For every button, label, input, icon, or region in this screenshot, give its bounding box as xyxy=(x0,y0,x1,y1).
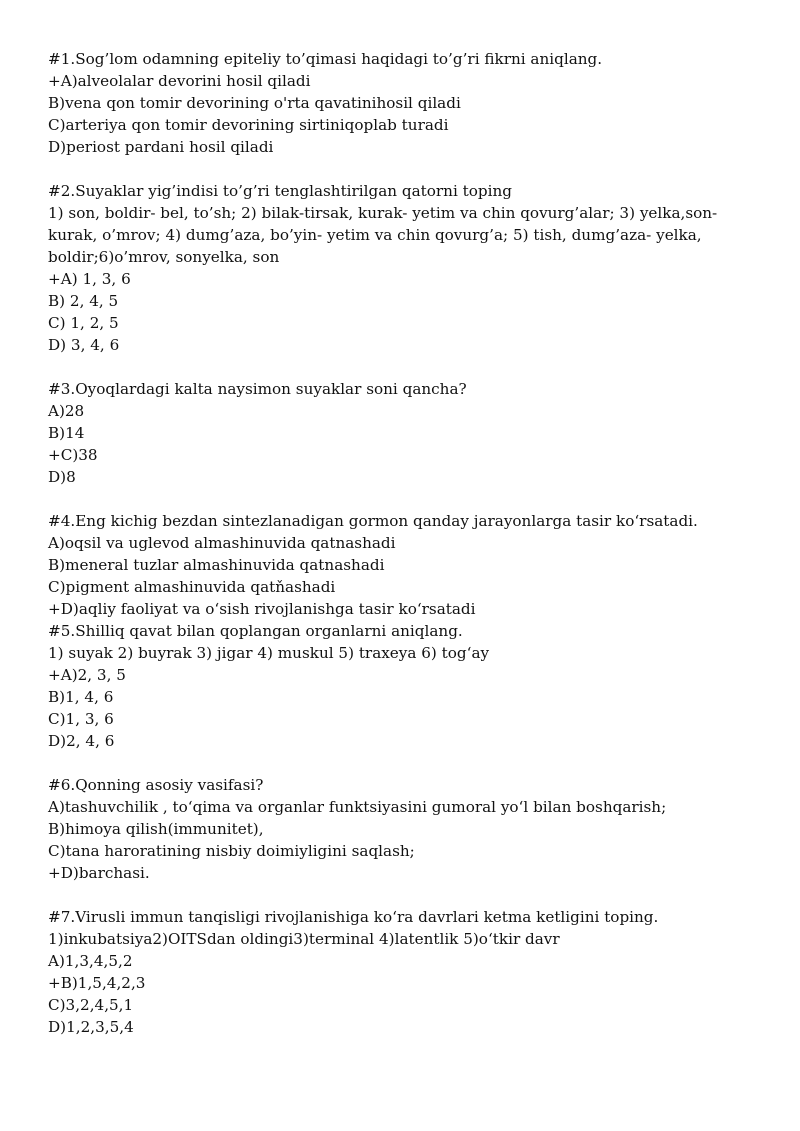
answer-option: B)himoya qilish(immunitet), xyxy=(48,820,264,838)
answer-option: B)meneral tuzlar almashinuvida qatnashadi xyxy=(48,556,385,574)
answer-option: D)1,2,3,5,4 xyxy=(48,1018,134,1036)
question-title: #1.Sog’lom odamning epiteliy to’qimasi haqidagi to’g’ri fikrni aniqlang. xyxy=(48,50,603,68)
answer-option: B)14 xyxy=(48,424,85,442)
answer-option: C)pigment almashinuvida qatňashadi xyxy=(48,578,336,596)
question-body-line: 1) suyak 2) buyrak 3) jigar 4) muskul 5) traxeya 6) tog‘ay xyxy=(48,644,490,662)
answer-option: D)8 xyxy=(48,468,76,486)
question-2 xyxy=(48,180,760,356)
question-title: #7.Virusli immun tanqisligi rivojlanishiga ko‘ra davrlari ketma ketligini toping. xyxy=(48,908,659,926)
answer-option: +A) 1, 3, 6 xyxy=(48,270,131,288)
answer-option: D)2, 4, 6 xyxy=(48,732,115,750)
answer-option: C)1, 3, 6 xyxy=(48,710,114,728)
answer-option: +C)38 xyxy=(48,446,98,464)
question-body-line: 1)inkubatsiya2)OITSdan oldingi3)terminal 4)latentlik 5)o‘tkir davr xyxy=(48,930,560,948)
question-title: #5.Shilliq qavat bilan qoplangan organlarni aniqlang. xyxy=(48,622,463,640)
question-4 xyxy=(48,510,760,620)
answer-option: +B)1,5,4,2,3 xyxy=(48,974,146,992)
answer-option: A)28 xyxy=(48,402,85,420)
answer-option: C)arteriya qon tomir devorining sirtiniqoplab turadi xyxy=(48,116,449,134)
question-title: #6.Qonning asosiy vasifasi? xyxy=(48,776,264,794)
spacer xyxy=(48,158,760,180)
question-5 xyxy=(48,620,760,752)
answer-option: +D)aqliy faoliyat va o‘sish rivojlanishga tasir ko‘rsatadi xyxy=(48,600,476,618)
answer-option: A)tashuvchilik , to‘qima va organlar funktsiyasini gumoral yo‘l bilan boshqarish; xyxy=(48,798,667,816)
answer-option: C)3,2,4,5,1 xyxy=(48,996,134,1014)
question-6 xyxy=(48,774,760,884)
answer-option: C) 1, 2, 5 xyxy=(48,314,119,332)
question-body-line: boldir;6)o’mrov, sonyelka, son xyxy=(48,248,280,266)
answer-option: +A)alveolalar devorini hosil qiladi xyxy=(48,72,311,90)
spacer xyxy=(48,752,760,774)
question-body-line: 1) son, boldir- bel, to’sh; 2) bilak-tirsak, kurak- yetim va chin qovurg’alar; 3) yelka,son- xyxy=(48,204,718,222)
spacer xyxy=(48,884,760,906)
question-title: #4.Eng kichig bezdan sintezlanadigan gormon qanday jarayonlarga tasir ko‘rsatadi. xyxy=(48,512,698,530)
question-title: #2.Suyaklar yig’indisi to’g’ri tenglashtirilgan qatorni toping xyxy=(48,182,512,200)
answer-option: A)oqsil va uglevod almashinuvida qatnashadi xyxy=(48,534,396,552)
answer-option: D) 3, 4, 6 xyxy=(48,336,120,354)
answer-option: +D)barchasi. xyxy=(48,864,150,882)
answer-option: B)1, 4, 6 xyxy=(48,688,114,706)
question-body-line: kurak, o’mrov; 4) dumg’aza, bo’yin- yetim va chin qovurg’a; 5) tish, dumg’aza- yelka, xyxy=(48,226,702,244)
spacer xyxy=(48,356,760,378)
document-page xyxy=(48,48,760,1038)
answer-option: B) 2, 4, 5 xyxy=(48,292,119,310)
answer-option: B)vena qon tomir devorining o'rta qavatinihosil qiladi xyxy=(48,94,461,112)
question-3 xyxy=(48,378,760,488)
question-7 xyxy=(48,906,760,1038)
question-title: #3.Oyoqlardagi kalta naysimon suyaklar soni qancha? xyxy=(48,380,467,398)
spacer xyxy=(48,488,760,510)
answer-option: D)periost pardani hosil qiladi xyxy=(48,138,274,156)
answer-option: A)1,3,4,5,2 xyxy=(48,952,133,970)
question-1 xyxy=(48,48,760,158)
answer-option: C)tana haroratining nisbiy doimiyligini saqlash; xyxy=(48,842,415,860)
answer-option: +A)2, 3, 5 xyxy=(48,666,126,684)
